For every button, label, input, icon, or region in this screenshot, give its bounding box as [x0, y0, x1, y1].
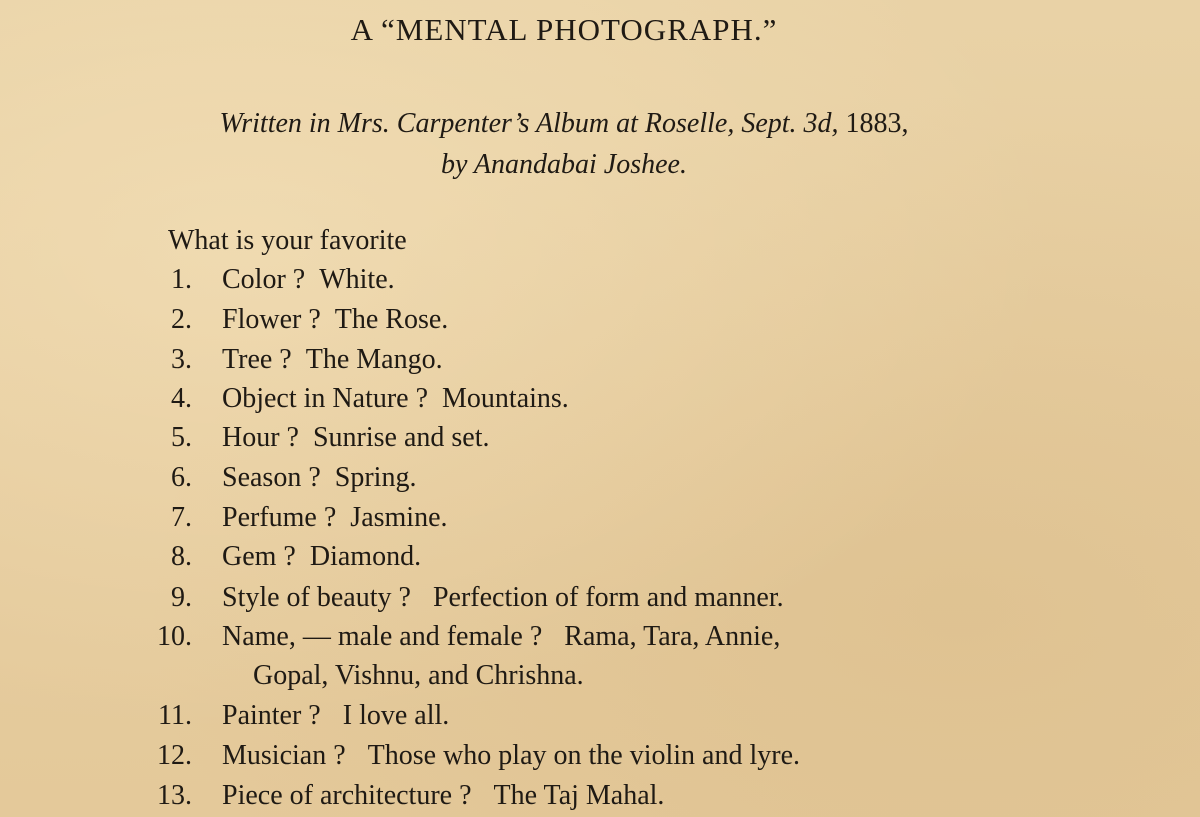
item-text [222, 696, 449, 736]
item-number: 6. [171, 462, 192, 493]
item-number: 9. [171, 582, 192, 613]
item-answer: The Mango. [305, 344, 443, 375]
item-number: 1. [171, 264, 192, 295]
item-text [222, 418, 490, 458]
item-answer: Perfection of form and manner. [432, 582, 784, 613]
item-answer: Jasmine. [350, 502, 448, 533]
item-text [222, 736, 800, 776]
item-number: 5. [171, 422, 192, 453]
item-answer: Those who play on the violin and lyre. [367, 740, 800, 771]
item-question: Flower ? [222, 304, 321, 335]
item-answer: I love all. [342, 700, 450, 731]
item-question: Object in Nature ? [222, 383, 429, 414]
item-question: Perfume ? [222, 502, 337, 533]
item-text [222, 458, 416, 498]
item-question: Name, — male and female ? [222, 621, 543, 652]
subtitle-italic-text: Written in Mrs. Carpenter’s Album at Roselle, Sept. 3d, [219, 108, 839, 139]
author-byline: by Anandabai Joshee. [441, 149, 687, 180]
item-number: 12. [157, 740, 192, 771]
item-number: 13. [157, 780, 192, 811]
item-question: Gem ? [222, 541, 296, 572]
item-number: 2. [171, 304, 192, 335]
item-question: Color ? [222, 264, 306, 295]
item-answer: Sunrise and set. [312, 422, 490, 453]
item-answer: The Taj Mahal. [493, 780, 665, 811]
list-item [0, 617, 1100, 696]
item-number: 3. [171, 344, 192, 375]
item-answer: Mountains. [442, 383, 569, 414]
subtitle-line-1 [0, 104, 1128, 144]
item-answer: Rama, Tara, Annie, [564, 621, 781, 652]
item-text [222, 617, 780, 657]
list-intro: What is your favorite [168, 225, 407, 256]
page-title: A “MENTAL PHOTOGRAPH.” [350, 12, 778, 47]
item-text [222, 379, 569, 419]
item-text [222, 300, 448, 340]
item-text [222, 776, 664, 816]
item-number: 8. [171, 541, 192, 572]
item-number: 7. [171, 502, 192, 533]
item-text [222, 578, 784, 618]
item-text [222, 498, 448, 538]
subtitle-line-2 [0, 145, 1128, 185]
item-number: 11. [158, 700, 192, 731]
item-answer: Diamond. [309, 541, 422, 572]
item-question: Hour ? [222, 422, 299, 453]
item-answer-continuation: Gopal, Vishnu, and Chrishna. [253, 660, 584, 691]
item-question: Musician ? [222, 740, 346, 771]
item-answer: White. [319, 264, 395, 295]
item-question: Style of beauty ? [222, 582, 411, 613]
item-answer: Spring. [334, 462, 417, 493]
subtitle-year: 1883, [845, 108, 909, 139]
item-number: 10. [157, 621, 192, 652]
item-answer: The Rose. [334, 304, 449, 335]
item-text [222, 260, 395, 300]
item-question: Season ? [222, 462, 321, 493]
item-question: Painter ? [222, 700, 321, 731]
item-question: Piece of architecture ? [222, 780, 472, 811]
item-text [222, 340, 443, 380]
item-text [222, 537, 421, 577]
item-question: Tree ? [222, 344, 292, 375]
item-number: 4. [171, 383, 192, 414]
